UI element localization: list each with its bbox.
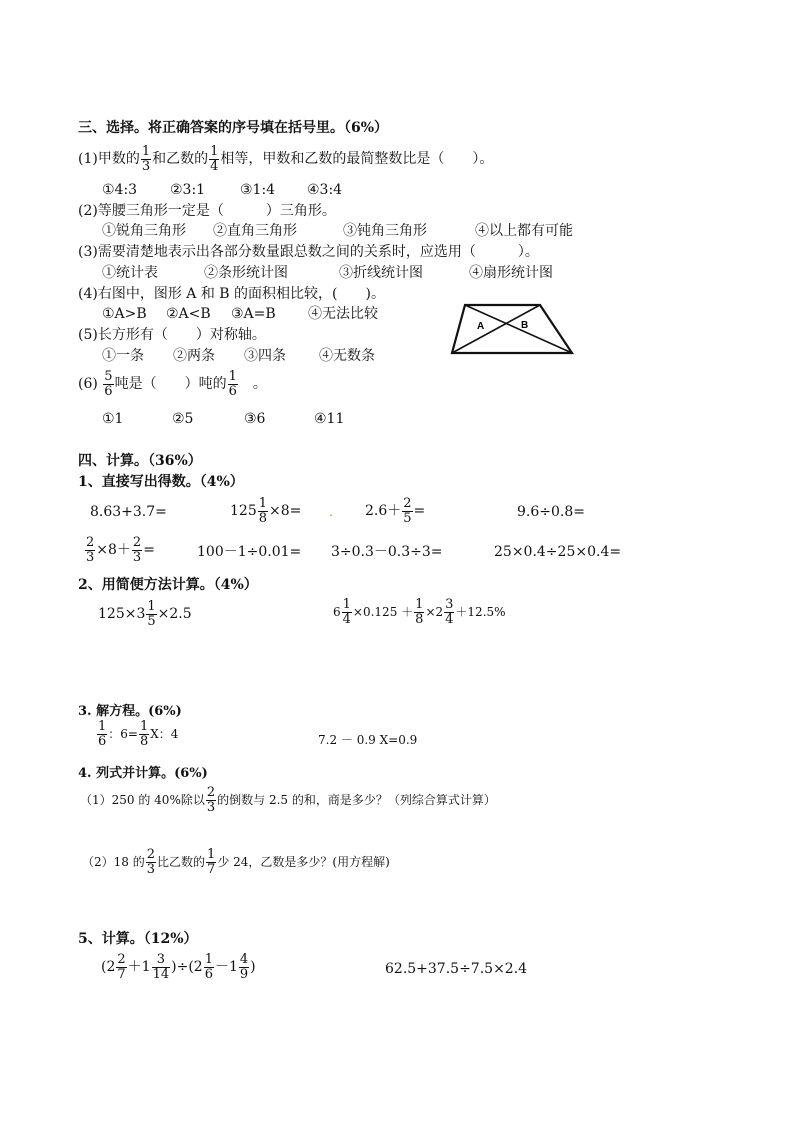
equation-1: $\frac{1}{6}$ ：6= $\frac{1}{8}$ X：4 <box>98 719 179 749</box>
option: ②直角三角形 <box>213 223 297 239</box>
option: ③四条 <box>244 348 286 364</box>
calc-1c: 2.6＋ $\frac{2}{5}$ = <box>365 496 426 526</box>
option: ①统计表 <box>102 265 158 281</box>
option: ③折线统计图 <box>339 265 423 281</box>
calc-2a: $\frac{2}{3}$ ×8＋ $\frac{2}{3}$ = <box>86 535 155 565</box>
option: ①4:3 <box>102 182 138 198</box>
fraction: $\frac{1}{3}$ <box>141 144 151 174</box>
q6-text-post: 。 <box>252 376 267 393</box>
equation-2: 7.2 － 0.9 X=0.9 <box>318 733 418 747</box>
option: ②两条 <box>173 348 215 364</box>
stray-dot: . <box>329 505 333 519</box>
part3-title: 3. 解方程。(6%) <box>78 704 182 719</box>
option: ②条形统计图 <box>204 265 288 281</box>
figure-label-b: B <box>521 320 529 331</box>
simplify-2: 6 $\frac{1}{4}$ ×0.125 ＋ $\frac{1}{8}$ × 2 $\frac{3}{4}$ ＋12.5% <box>333 597 506 627</box>
option: ③1:4 <box>240 182 276 198</box>
option: ①锐角三角形 <box>102 223 186 239</box>
word-problem-1: （1）250 的 40%除以 $\frac{2}{3}$ 的倒数与 2.5 的和，商是多少？（列综合算式计算） <box>80 785 496 815</box>
calc-5a: (2 $\frac{2}{7}$ ＋1 $\frac{3}{14}$ )÷(2 $\frac{1}{6}$ －1 $\frac{4}{9}$ ) <box>101 952 256 982</box>
calc-2b: 100－1÷0.01= <box>197 544 302 560</box>
q1-options <box>102 183 342 197</box>
q3-options <box>102 266 553 280</box>
option: ③6 <box>244 411 266 427</box>
section3-title: 三、选择。将正确答案的序号填在括号里。（6%） <box>78 120 389 136</box>
calc-1d: 9.6÷0.8= <box>517 504 585 520</box>
option: ①1 <box>102 411 124 427</box>
option: ④3:4 <box>307 182 343 198</box>
question-4: (4)右图中，图形 A 和 B 的面积相比较，( )。 <box>78 286 385 302</box>
word-problem-2: （2）18 的 $\frac{2}{3}$ 比乙数的 $\frac{1}{7}$ 少 24，乙数是多少？(用方程解) <box>82 847 390 877</box>
figure-label-a: A <box>477 321 485 332</box>
part4-title: 4. 列式并计算。(6%) <box>78 766 208 781</box>
section4-title: 四、计算。（36%） <box>78 453 202 469</box>
question-5: (5)长方形有（ ）对称轴。 <box>78 327 266 343</box>
option: ④扇形统计图 <box>469 265 553 281</box>
calc-1b: 125 $\frac{1}{8}$ ×8= <box>230 496 302 526</box>
q6-text-mid: 吨是（ ）吨的 <box>114 376 227 393</box>
question-1 <box>78 145 493 173</box>
calc-5b: 62.5+37.5÷7.5×2.4 <box>385 961 528 977</box>
question-2: (2)等腰三角形一定是（ ）三角形。 <box>78 203 336 219</box>
option: ③A=B <box>231 306 276 322</box>
calc-2d: 25×0.4÷25×0.4= <box>494 544 622 560</box>
q1-text-mid: 和乙数的 <box>152 151 209 168</box>
option: ②5 <box>172 411 194 427</box>
simplify-1: 125× 3 $\frac{1}{5}$ ×2.5 <box>98 599 192 629</box>
q6-number: (6) <box>78 376 98 393</box>
fraction: $\frac{1}{4}$ <box>210 144 219 174</box>
part1-title: 1、直接写出得数。（4%） <box>78 474 244 490</box>
part2-title: 2、用简便方法计算。（4%） <box>78 577 258 593</box>
section5-title: 5、计算。（12%） <box>78 931 198 947</box>
question-6 <box>78 370 267 398</box>
option: ①A>B <box>102 306 147 322</box>
q6-options <box>102 412 344 426</box>
option: ④11 <box>314 411 345 427</box>
option: ④无法比较 <box>308 306 378 322</box>
q4-options <box>102 307 378 321</box>
q1-text-pre: (1)甲数的 <box>78 151 140 168</box>
q2-options <box>102 224 573 238</box>
q1-text-post: 相等，甲数和乙数的最简整数比是（ ）。 <box>220 151 494 168</box>
question-3: (3)需要清楚地表示出各部分数量跟总数之间的关系时，应选用（ ）。 <box>78 244 539 260</box>
calc-1a: 8.63+3.7= <box>90 504 167 520</box>
option: ④以上都有可能 <box>475 223 573 239</box>
calc-2c: 3÷0.3－0.3÷3= <box>331 544 443 560</box>
option: ①一条 <box>102 348 144 364</box>
q5-options <box>102 349 375 363</box>
option: ④无数条 <box>319 348 375 364</box>
option: ③钝角三角形 <box>343 223 427 239</box>
fraction: $\frac{5}{6}$ <box>104 369 113 399</box>
option: ②3:1 <box>170 182 206 198</box>
fraction: $\frac{1}{6}$ <box>228 369 237 399</box>
trapezoid-figure <box>450 303 576 355</box>
option: ②A<B <box>166 306 211 322</box>
